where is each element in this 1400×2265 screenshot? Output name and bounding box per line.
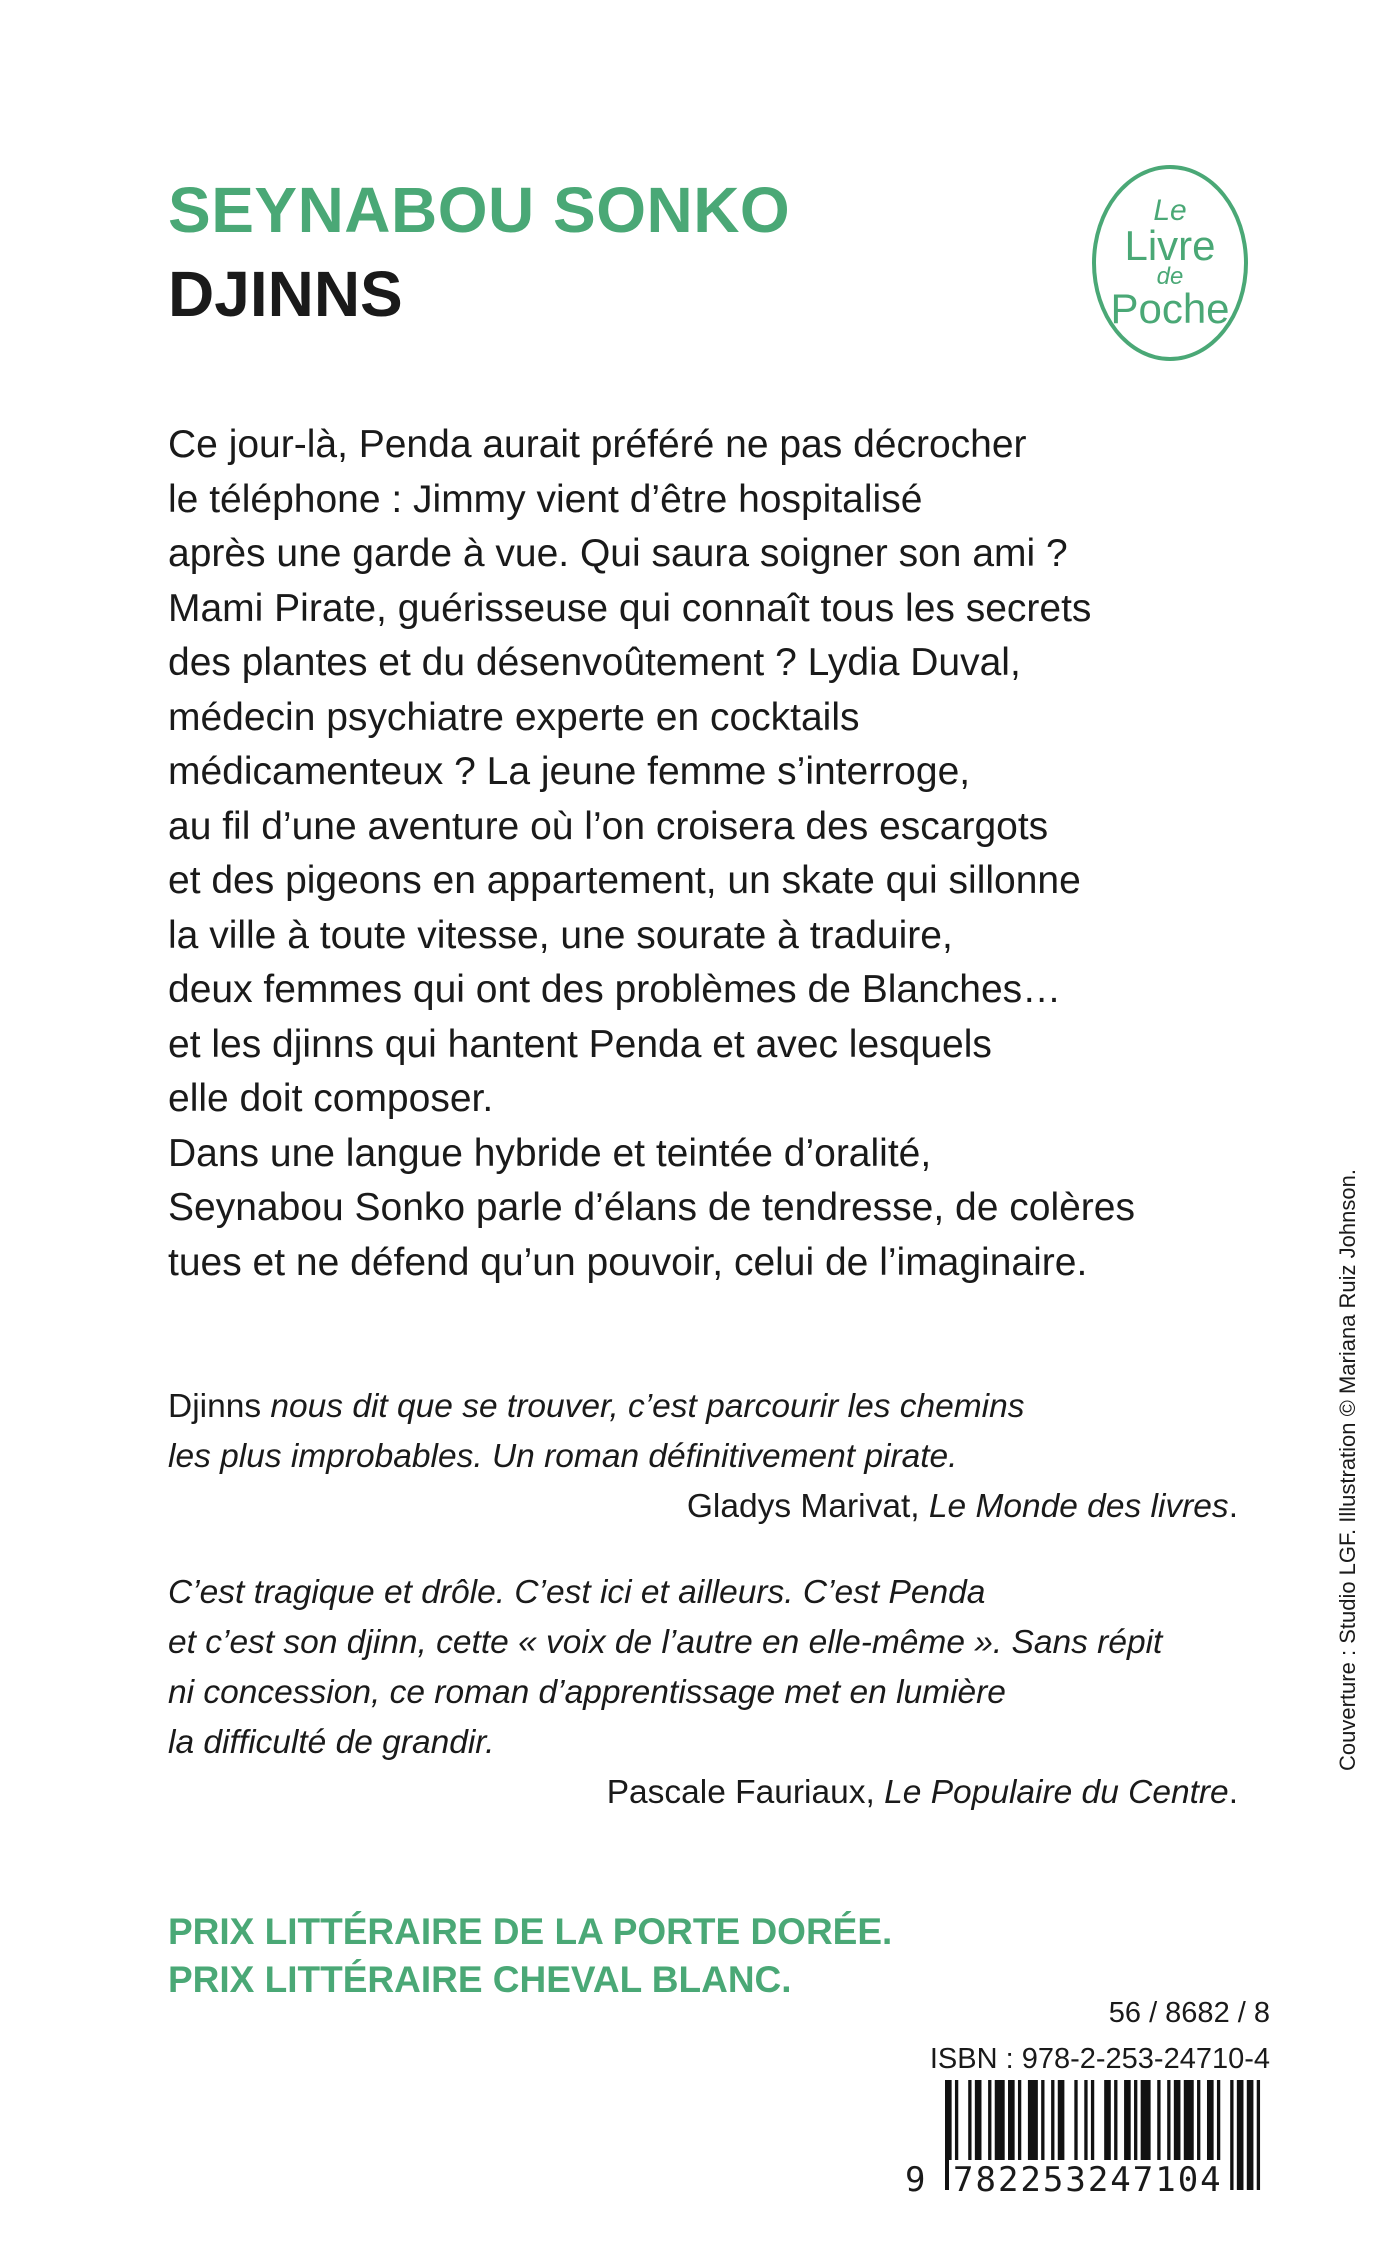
prizes-list xyxy=(168,1908,892,2004)
quote-line: ni concession, ce roman d’apprentissage met en lumière xyxy=(168,1674,1006,1711)
blurb-line: le téléphone : Jimmy vient d’être hospitalisé xyxy=(168,477,923,521)
quote-attribution xyxy=(168,1482,1248,1532)
prize-item: PRIX LITTÉRAIRE CHEVAL BLANC. xyxy=(168,1959,792,2000)
blurb-line: médicamenteux ? La jeune femme s’interroge, xyxy=(168,750,971,793)
quote-text: nous dit que se trouver, c’est parcourir les chemins xyxy=(261,1388,1025,1425)
book-title: DJINNS xyxy=(168,258,403,330)
quote-end: . xyxy=(1228,1774,1238,1811)
quote-end: . xyxy=(1228,1488,1238,1525)
quote-line xyxy=(168,1382,1248,1432)
blurb-line: et les djinns qui hantent Penda et avec lesquels xyxy=(168,1022,992,1066)
blurb-line: Ce jour-là, Penda aurait préféré ne pas décrocher xyxy=(168,423,1027,466)
author-name: SEYNABOU SONKO xyxy=(168,174,791,246)
quote-title-word: Djinns xyxy=(168,1388,262,1425)
blurb-line: médecin psychiatre experte en cocktails xyxy=(168,695,860,739)
prize-item: PRIX LITTÉRAIRE DE LA PORTE DORÉE. xyxy=(168,1911,893,1952)
book-blurb xyxy=(168,418,1248,1290)
quote-author: Gladys Marivat, xyxy=(686,1488,929,1525)
blurb-line: après une garde à vue. Qui saura soigner son ami ? xyxy=(168,532,1068,575)
blurb-line: Seynabou Sonko parle d’élans de tendresse, de colères xyxy=(168,1186,1135,1229)
quote-source: Le Monde des livres xyxy=(928,1488,1229,1525)
quote-line: et c’est son djinn, cette « voix de l’autre en elle-même ». Sans répit xyxy=(168,1624,1163,1661)
logo-text-le: Le xyxy=(1153,194,1187,228)
quote-line: la difficulté de grandir. xyxy=(168,1724,495,1761)
logo-text-poche: Poche xyxy=(1110,284,1230,332)
logo-text-livre: Livre xyxy=(1124,221,1216,269)
press-quote-2 xyxy=(168,1568,1248,1818)
cover-credit: Couverture : Studio LGF. Illustration © Mariana Ruiz Johnson. xyxy=(1335,1169,1360,1771)
blurb-line: tues et ne défend qu’un pouvoir, celui de l’imaginaire. xyxy=(168,1240,1088,1284)
quote-attribution xyxy=(168,1768,1248,1818)
blurb-line: au fil d’une aventure où l’on croisera des escargots xyxy=(168,804,1049,848)
barcode-digits xyxy=(905,2160,1275,2210)
blurb-line: elle doit composer. xyxy=(168,1077,494,1120)
barcode-digit-string: 782253247104 xyxy=(949,2160,1227,2200)
isbn-number: ISBN : 978-2-253-24710-4 xyxy=(929,2043,1270,2075)
blurb-line: Mami Pirate, guérisseuse qui connaît tous les secrets xyxy=(168,586,1092,630)
logo-text-de: de xyxy=(1156,262,1184,290)
blurb-line: la ville à toute vitesse, une sourate à traduire, xyxy=(168,913,953,957)
quote-author: Pascale Fauriaux, xyxy=(606,1774,885,1811)
blurb-line: Dans une langue hybride et teintée d’oralité, xyxy=(168,1131,932,1175)
publisher-logo xyxy=(1092,165,1248,361)
blurb-line: deux femmes qui ont des problèmes de Blanches… xyxy=(168,968,1062,1011)
blurb-line: des plantes et du désenvoûtement ? Lydia Duval, xyxy=(168,641,1021,684)
press-quote-1 xyxy=(168,1382,1248,1532)
blurb-line: et des pigeons en appartement, un skate qui sillonne xyxy=(168,859,1081,902)
quote-source: Le Populaire du Centre xyxy=(884,1774,1229,1811)
catalog-reference: 56 / 8682 / 8 xyxy=(1108,1997,1270,2029)
quote-line: les plus improbables. Un roman définitivement pirate. xyxy=(168,1438,958,1475)
book-codes xyxy=(930,1990,1270,2082)
barcode-first-digit: 9 xyxy=(905,2160,926,2200)
quote-line: C’est tragique et drôle. C’est ici et ailleurs. C’est Penda xyxy=(168,1574,986,1611)
